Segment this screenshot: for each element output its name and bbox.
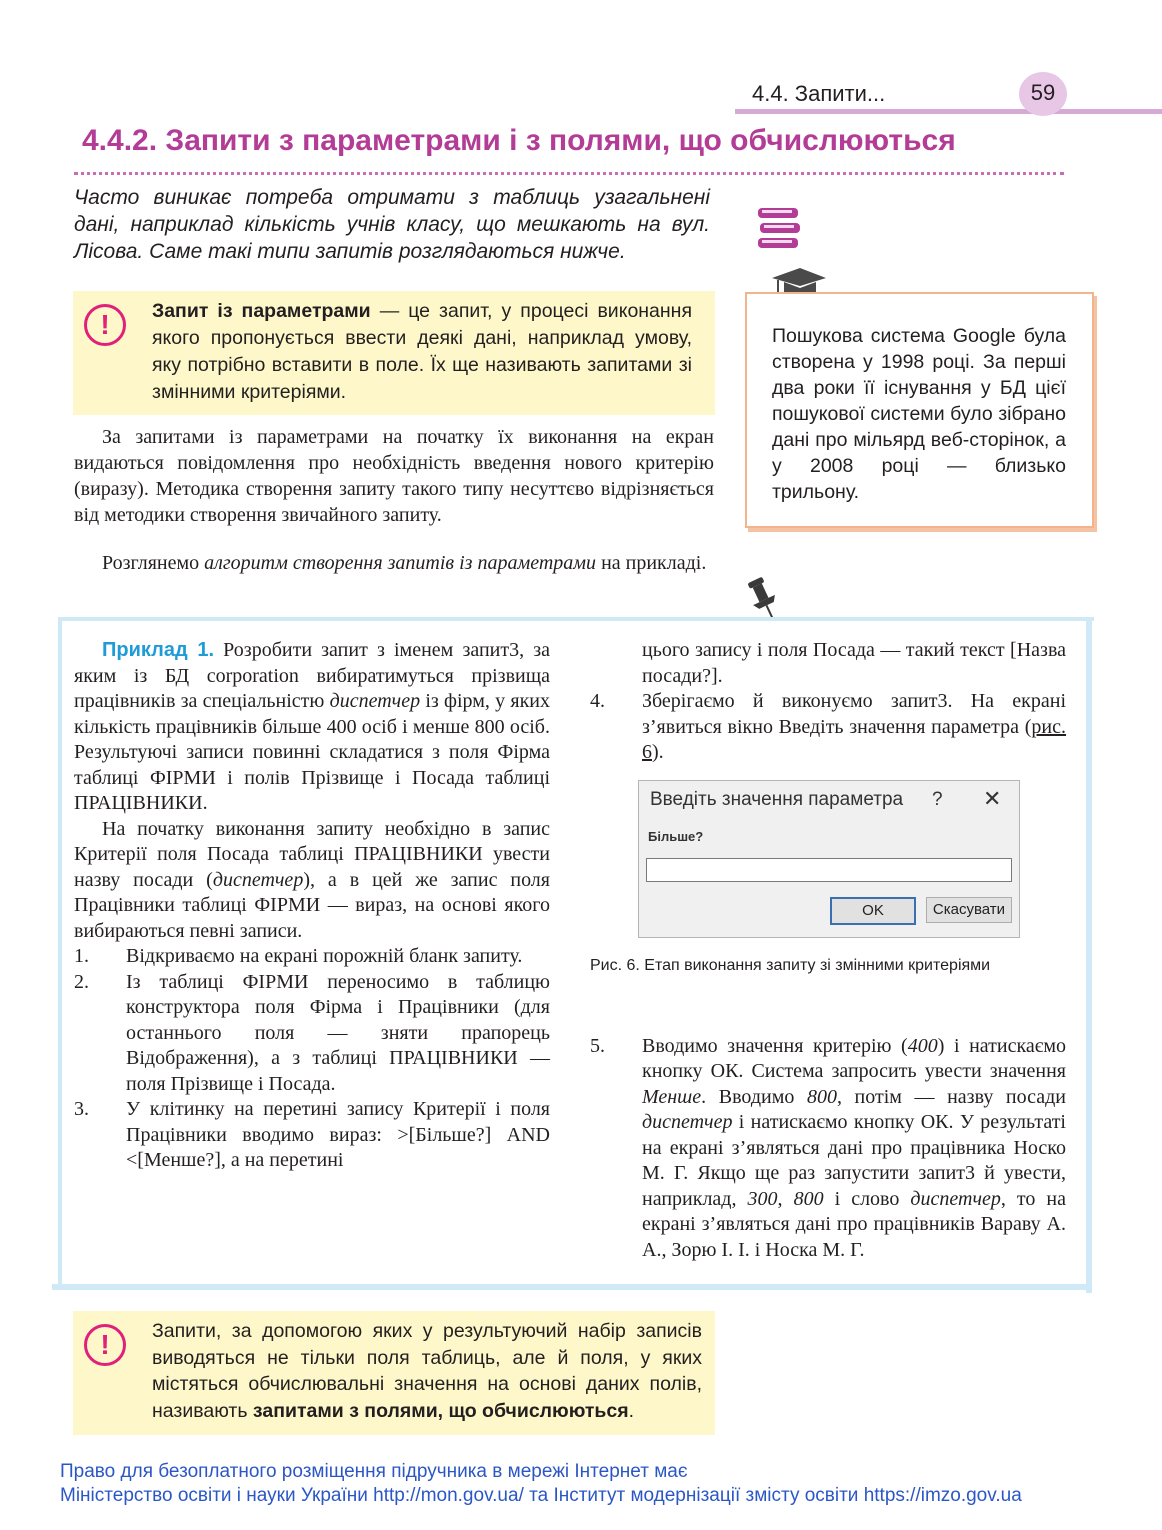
example-intro-b: ), а в цей же запис поля Працівники таблиці ФІРМИ — вираз, на основі якого вибираються певні записи.	[74, 868, 550, 942]
example-border-top	[58, 617, 1094, 621]
parameter-input[interactable]	[646, 858, 1012, 882]
side-note-text: Пошукова система Google була створена у 1998 році. За перші два роки її існування у БД цієї пошукової системи було зібрано дані про мільярд веб-сторінок, а у 2008 році — близько трильону.	[772, 325, 1066, 503]
paragraph2-start: Розглянемо	[102, 552, 205, 574]
definition2-body: Запити, за допомогою яких у результуючий набір записів виводяться не тільки поля таблиць, але й поля, у яких містяться обчислювальні значення на основі даних полів, називають	[152, 1320, 702, 1422]
figure-caption: Рис. 6. Етап виконання запиту зі змінними критеріями	[590, 957, 991, 974]
list-item-text: Із таблиці ФІРМИ переносимо в таблицю конструктора поля Фірма і Працівники (для останнього поля — зняти прапорець Відображення), а з таблиці ПРАЦІВНИКИ — поля Прізвище і Посада.	[126, 970, 550, 1095]
books-icon	[756, 206, 802, 256]
header-rule	[735, 109, 1162, 114]
list-item-number: 4.	[590, 690, 605, 712]
example-column-1	[74, 638, 550, 1174]
definition-term: Запит із параметрами	[152, 300, 371, 322]
list-item-number: 3.	[74, 1098, 89, 1120]
list-item	[590, 689, 1066, 766]
exclamation-icon: !	[84, 304, 126, 346]
step5-part: 400	[907, 1034, 938, 1057]
example-column-2	[590, 638, 1066, 1263]
body-paragraph-1: За запитами із параметрами на початку їх виконання на екран видаються повідомлення про необхідність введення нового критерію (виразу). Методика створення запиту такого типу несуттєво відрізняється від методики створення звичайного запиту.	[74, 426, 714, 526]
definition2-end: .	[628, 1399, 635, 1422]
step5-part: , потім — назву посади	[836, 1085, 1066, 1108]
step5-part: Вводимо значення критерію (	[642, 1034, 908, 1057]
list-item-text: У клітинку на перетині запису Критерії і поля Працівники вводимо вираз: >[Більше?] AND <[Менше?], а на перетині	[126, 1098, 550, 1171]
example-task	[74, 638, 550, 817]
running-header: 4.4. Запити...	[752, 81, 886, 106]
example-border-bottom	[52, 1284, 1088, 1290]
cancel-button[interactable]: Скасувати	[926, 897, 1012, 923]
step5-part: і натискаємо кнопку ОК. У результаті на екрані з’являться дані про працівника Носко М. Г. Якщо ще раз запустити запит3 й увести, наприклад,	[642, 1111, 1066, 1210]
example-intro-paragraph	[74, 817, 550, 945]
list-item	[74, 970, 550, 1098]
footer-line-2: Міністерство освіти і науки України http://mon.gov.ua/ та Інститут модернізації змісту освіти https://imzo.gov.ua	[60, 1485, 1022, 1506]
help-icon[interactable]: ?	[932, 789, 943, 810]
step5-part: . Вводимо	[701, 1085, 807, 1108]
list-item-text: цього запису і поля Посада — такий текст [Назва посади?].	[642, 639, 1066, 687]
step5-part: ) і натискаємо кнопку ОК. Система запросить увести значення	[642, 1034, 1066, 1082]
list-item-continuation	[590, 638, 1066, 689]
list-item-text	[642, 689, 1066, 766]
ok-button[interactable]: OK	[830, 897, 916, 925]
body-paragraph-2	[74, 550, 714, 576]
dialog-title: Введіть значення параметра	[650, 789, 904, 810]
step5-part: диспетчер	[910, 1187, 1001, 1210]
step4-text-b: ).	[652, 741, 664, 763]
step5-part: 800	[793, 1187, 824, 1210]
definition-text-calculated-fields	[152, 1318, 702, 1424]
example-intro-em: диспетчер	[212, 868, 304, 891]
section-title: 4.4.2. Запити з параметрами і з полями, що обчислюються	[82, 124, 956, 157]
paragraph2-emph: алгоритм створення запитів із параметрами	[204, 552, 597, 574]
list-item-number: 5.	[590, 1034, 605, 1057]
definition2-term: запитами з полями, що обчислюються	[252, 1399, 629, 1422]
example-task-em: диспетчер	[329, 690, 421, 712]
definition-body: — це запит, у процесі виконання якого пропонується ввести деякі дані, наприклад умову, яку потрібно вставити в поле. Їх ще називають запитами зі змінними критеріями.	[152, 300, 692, 403]
step5-part: 300	[747, 1187, 778, 1210]
title-dotted-rule	[74, 172, 1064, 175]
step5-part: і слово	[823, 1187, 911, 1210]
step5-part: , то на екрані з’являться дані про працівників Вараву А. А., Зорю І. І. і Носка М. Г.	[642, 1187, 1066, 1261]
figure-reference-link[interactable]: рис. 6	[642, 715, 1066, 763]
close-icon[interactable]: ✕	[983, 786, 1002, 811]
definition-text-parameters	[152, 298, 692, 406]
step5-part: Менше	[642, 1085, 702, 1108]
list-item-number: 1.	[74, 945, 89, 967]
step5-part: 800	[806, 1085, 837, 1108]
list-item	[590, 1034, 1066, 1264]
example-border-left	[58, 617, 62, 1287]
example-intro-a: На початку виконання запиту необхідно в запис Критерії поля Посада таблиці ПРАЦІВНИКИ увести назву посади (	[74, 817, 550, 891]
paragraph2-end: на прикладі.	[596, 552, 707, 574]
example-task-b: із фірм, у яких кількість працівників більше 400 осіб і менше 800 осіб. Результуючі записи повинні складатися з поля Фірма таблиці ФІРМИ і полів Прізвище і Посада таблиці ПРАЦІВНИКИ.	[74, 690, 550, 814]
footer-notice	[60, 1460, 1022, 1508]
intro-text: Часто виникає потреба отримати з таблиць узагальнені дані, наприклад кількість учнів класу, що мешкають на вул. Лісова. Саме такі типи запитів розглядаються нижче.	[74, 186, 710, 263]
example-border-right	[1086, 617, 1092, 1293]
step5-part: ,	[777, 1187, 794, 1210]
example-label: Приклад 1.	[102, 639, 215, 661]
example-task-a: Розробити запит з іменем запит3, за яким із БД corporation вибиратимуться прізвища працівників за спеціальністю	[74, 639, 551, 712]
footer-line-1: Право для безоплатного розміщення підручника в мережі Інтернет має	[60, 1461, 688, 1482]
step4-text-a: Зберігаємо й виконуємо запит3. На екрані з’явиться вікно Введіть значення параметра (	[642, 690, 1066, 738]
list-item-number: 2.	[74, 970, 89, 993]
dialog-parameter-label: Більше?	[648, 829, 704, 844]
page-number: 59	[1030, 80, 1056, 105]
list-item	[74, 944, 550, 970]
list-item-text	[642, 1034, 1066, 1264]
list-item	[74, 1097, 550, 1174]
exclamation-icon: !	[84, 1324, 126, 1366]
step5-part: диспетчер	[642, 1111, 733, 1133]
list-item-text: Відкриваємо на екрані порожній бланк запиту.	[126, 945, 523, 967]
